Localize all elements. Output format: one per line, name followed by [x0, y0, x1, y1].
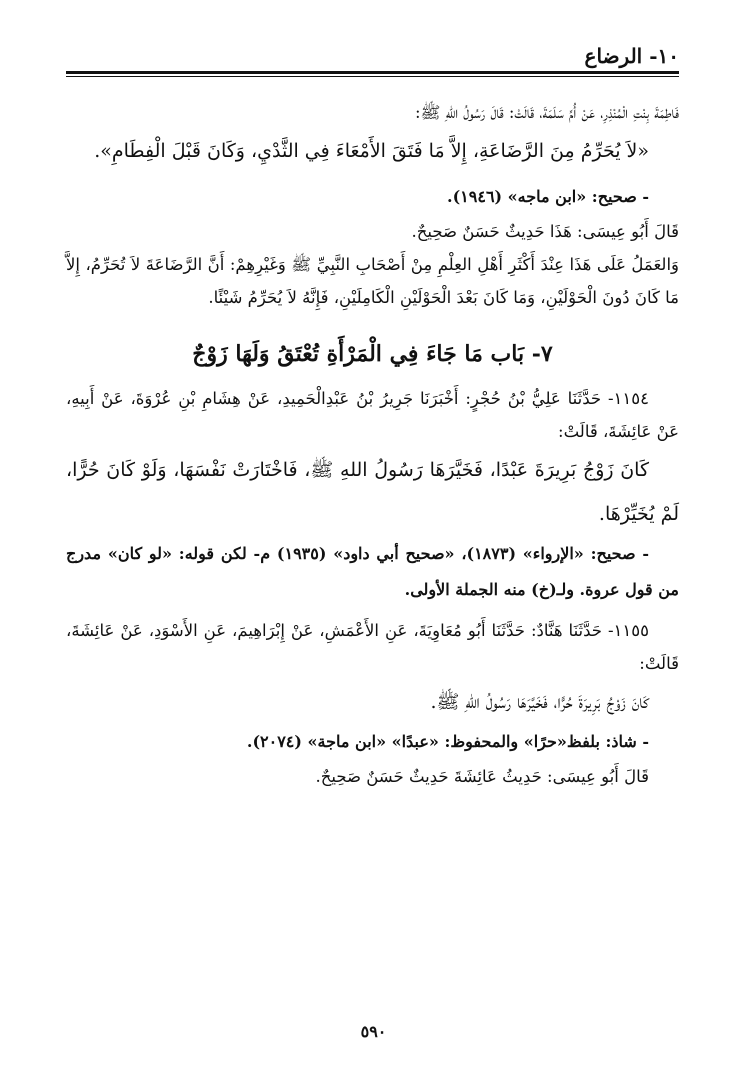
hadith-isnad: ١١٥٥- حَدَّثَنَا هَنَّادٌ: حَدَّثَنَا أَبُو مُعَاوِيَةَ، عَنِ الأَعْمَشِ، عَنْ إِبْرَاهِيمَ، عَنِ الأَسْوَدِ، عَنْ عَائِشَةَ، قَالَتْ:	[66, 621, 679, 673]
chapter-heading: ٧- بَاب مَا جَاءَ فِي الْمَرْأَةِ تُعْتَقُ وَلَهَا زَوْجٌ	[192, 341, 553, 367]
hadith-text: كَانَ زَوْجُ بَرِيرَةَ حُرًّا، فَخَيَّرَهَا رَسُولُ اللهِ ﷺ.	[430, 691, 649, 713]
running-head-chapter: ١٠- الرضاع	[584, 44, 679, 68]
grading-note: - شاذ: بلفظ«حرًا» والمحفوظ: «عبدًا» «ابن ماجة» (٢٠٧٤).	[246, 732, 649, 751]
narration-text: قَالَ أَبُو عِيسَى: هَذَا حَدِيثٌ حَسَنٌ صَحِيحٌ.	[411, 222, 679, 241]
header-rule-thin	[66, 76, 679, 77]
running-header	[66, 40, 679, 80]
page-number: ٥٩٠	[360, 1022, 387, 1041]
hadith-isnad: ١١٥٤- حَدَّثَنَا عَلِيُّ بْنُ حُجْرٍ: أَخْبَرَنَا جَرِيرُ بْنُ عَبْدِالْحَمِيدِ، عَنْ هِشَامِ بْنِ عُرْوَةَ، عَنْ أَبِيهِ، عَنْ عَائِشَةَ، قَالَتْ:	[66, 389, 679, 441]
narration-text: قَالَ أَبُو عِيسَى: حَدِيثُ عَائِشَةَ حَدِيثٌ حَسَنٌ صَحِيحٌ.	[315, 767, 649, 786]
grading-note: - صحيح: «ابن ماجه» (١٩٤٦).	[447, 187, 649, 206]
page-body	[66, 96, 679, 793]
hadith-text: كَانَ زَوْجُ بَرِيرَةَ عَبْدًا، فَخَيَّرَهَا رَسُولُ اللهِ ﷺ، فَاخْتَارَتْ نَفْسَهَا، وَلَوْ كَانَ حُرًّا، لَمْ يُخَيِّرْهَا.	[66, 459, 679, 525]
hadith-text: «لاَ يُحَرِّمُ مِنَ الرَّضَاعَةِ، إِلاَّ مَا فَتَقَ الأَمْعَاءَ فِي الثَّدْيِ، وَكَانَ قَبْلَ الْفِطَامِ».	[94, 140, 649, 162]
narration-text: فَاطِمَةَ بِنْتِ الْمُنْذِرِ، عَنْ أُمِّ سَلَمَةَ، قَالَتْ: قَالَ رَسُولُ اللهِ ﷺ:	[415, 103, 679, 122]
narration-text: وَالعَمَلُ عَلَى هَذَا عِنْدَ أَكْثَرِ أَهْلِ العِلْمِ مِنْ أَصْحَابِ النَّبِيِّ ﷺ وَغَيْرِهِمْ: أَنَّ الرَّضَاعَةَ لاَ تُحَرِّمُ، إِلاَّ مَا كَانَ دُونَ الْحَوْلَيْنِ، وَمَا كَانَ بَعْدَ الْحَوْلَيْنِ الْكَامِلَيْنِ، فَإِنَّهُ لاَ يُحَرِّمُ شَيْئًا.	[66, 255, 679, 307]
grading-note: - صحيح: «الإرواء» (١٨٧٣)، «صحيح أبي داود» (١٩٣٥) م- لكن قوله: «لو كان» مدرج من قول عروة. ولـ(خ) منه الجملة الأولى.	[66, 544, 679, 599]
header-rule-thick	[66, 71, 679, 74]
